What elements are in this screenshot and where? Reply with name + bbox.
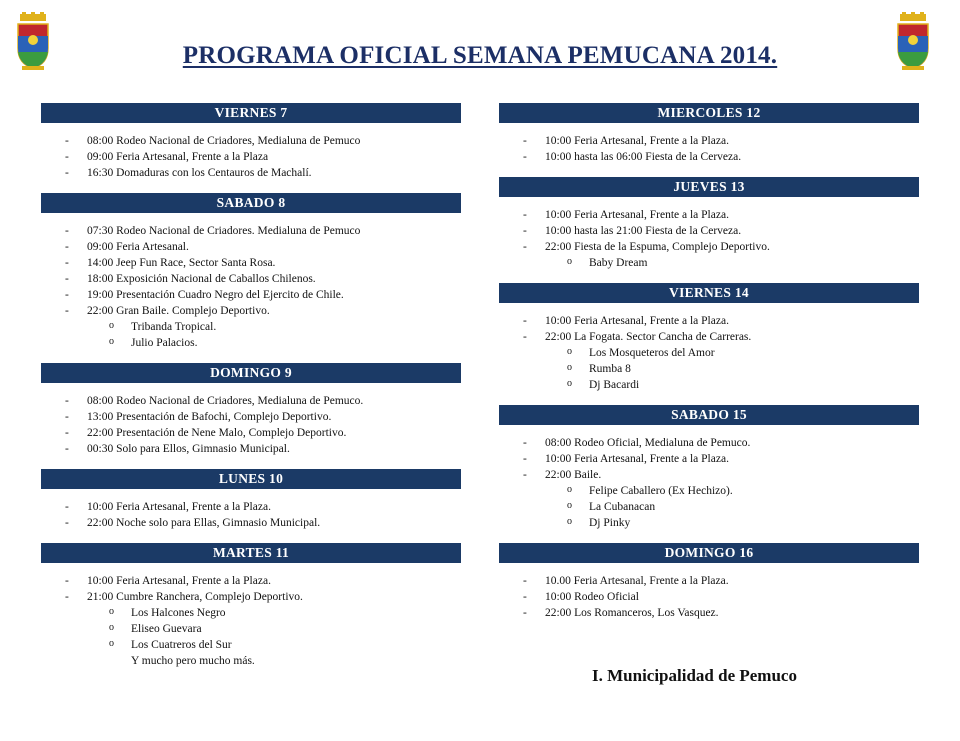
performer-item: o Rumba 8	[499, 361, 919, 377]
event-item: - 22:00 Los Romanceros, Los Vasquez.	[499, 605, 919, 621]
event-item: - 19:00 Presentación Cuadro Negro del Ejercito de Chile.	[41, 287, 461, 303]
performer-item: o Eliseo Guevara	[41, 621, 461, 637]
event-item: - 16:30 Domaduras con los Centauros de Machalí.	[41, 165, 461, 181]
event-item: - 21:00 Cumbre Ranchera, Complejo Deportivo.	[41, 589, 461, 605]
day-header: MARTES 11	[41, 543, 461, 563]
day-header: SABADO 8	[41, 193, 461, 213]
event-item: - 10:00 Feria Artesanal, Frente a la Plaza.	[499, 313, 919, 329]
event-item: - 10:00 hasta las 21:00 Fiesta de la Cerveza.	[499, 223, 919, 239]
event-item: - 18:00 Exposición Nacional de Caballos Chilenos.	[41, 271, 461, 287]
event-list	[499, 313, 919, 393]
performer-item: o Baby Dream	[499, 255, 919, 271]
event-item: - 22:00 Presentación de Nene Malo, Complejo Deportivo.	[41, 425, 461, 441]
event-item: - 14:00 Jeep Fun Race, Sector Santa Rosa.	[41, 255, 461, 271]
event-item: - 13:00 Presentación de Bafochi, Complejo Deportivo.	[41, 409, 461, 425]
event-item: - 10:00 Feria Artesanal, Frente a la Plaza.	[499, 133, 919, 149]
event-item: - 07:30 Rodeo Nacional de Criadores. Medialuna de Pemuco	[41, 223, 461, 239]
performer-item: o Los Halcones Negro	[41, 605, 461, 621]
performer-item: o Los Mosqueteros del Amor	[499, 345, 919, 361]
event-list	[41, 133, 461, 181]
right-schedule-column	[499, 103, 919, 633]
day-header: JUEVES 13	[499, 177, 919, 197]
event-item: - 22:00 Baile.	[499, 467, 919, 483]
performer-item: o Tribanda Tropical.	[41, 319, 461, 335]
day-header: SABADO 15	[499, 405, 919, 425]
event-item: - 10:00 Feria Artesanal, Frente a la Plaza.	[41, 499, 461, 515]
day-header: VIERNES 7	[41, 103, 461, 123]
event-list	[41, 393, 461, 457]
page-title	[0, 42, 960, 70]
event-item: - 08:00 Rodeo Nacional de Criadores, Medialuna de Pemuco	[41, 133, 461, 149]
left-schedule-column	[41, 103, 461, 681]
event-list	[499, 573, 919, 621]
performer-item: o Los Cuatreros del Sur	[41, 637, 461, 653]
municipality-signature: I. Municipalidad de Pemuco	[592, 666, 797, 685]
event-item: - 10:00 hasta las 06:00 Fiesta de la Cerveza.	[499, 149, 919, 165]
event-item: - 10:00 Feria Artesanal, Frente a la Plaza.	[41, 573, 461, 589]
event-item: - 10:00 Rodeo Oficial	[499, 589, 919, 605]
event-list	[499, 133, 919, 165]
event-item: - 22:00 Gran Baile. Complejo Deportivo.	[41, 303, 461, 319]
day-header: DOMINGO 16	[499, 543, 919, 563]
event-item: - 09:00 Feria Artesanal, Frente a la Plaza	[41, 149, 461, 165]
event-item: - 08:00 Rodeo Oficial, Medialuna de Pemuco.	[499, 435, 919, 451]
day-header: MIERCOLES 12	[499, 103, 919, 123]
event-item: - 22:00 Noche solo para Ellas, Gimnasio Municipal.	[41, 515, 461, 531]
day-header: VIERNES 14	[499, 283, 919, 303]
event-item: - 09:00 Feria Artesanal.	[41, 239, 461, 255]
event-item: - 08:00 Rodeo Nacional de Criadores, Medialuna de Pemuco.	[41, 393, 461, 409]
day-header: LUNES 10	[41, 469, 461, 489]
performer-item: o Felipe Caballero (Ex Hechizo).	[499, 483, 919, 499]
event-item: - 22:00 La Fogata. Sector Cancha de Carreras.	[499, 329, 919, 345]
event-item: - 10:00 Feria Artesanal, Frente a la Plaza.	[499, 207, 919, 223]
event-note: Y mucho pero mucho más.	[131, 655, 255, 667]
performer-item: o La Cubanacan	[499, 499, 919, 515]
event-list	[499, 207, 919, 271]
event-item: - 22:00 Fiesta de la Espuma, Complejo Deportivo.	[499, 239, 919, 255]
event-list	[499, 435, 919, 531]
event-item: - 00:30 Solo para Ellos, Gimnasio Municipal.	[41, 441, 461, 457]
performer-item: o Dj Bacardi	[499, 377, 919, 393]
event-item: - 10:00 Feria Artesanal, Frente a la Plaza.	[499, 451, 919, 467]
performer-item: o Julio Palacios.	[41, 335, 461, 351]
event-list	[41, 573, 461, 669]
performer-item: o Dj Pinky	[499, 515, 919, 531]
event-list	[41, 223, 461, 351]
event-item: - 10.00 Feria Artesanal, Frente a la Plaza.	[499, 573, 919, 589]
day-header: DOMINGO 9	[41, 363, 461, 383]
event-list	[41, 499, 461, 531]
page-title-text: PROGRAMA OFICIAL SEMANA PEMUCANA 2014.	[182, 42, 778, 69]
